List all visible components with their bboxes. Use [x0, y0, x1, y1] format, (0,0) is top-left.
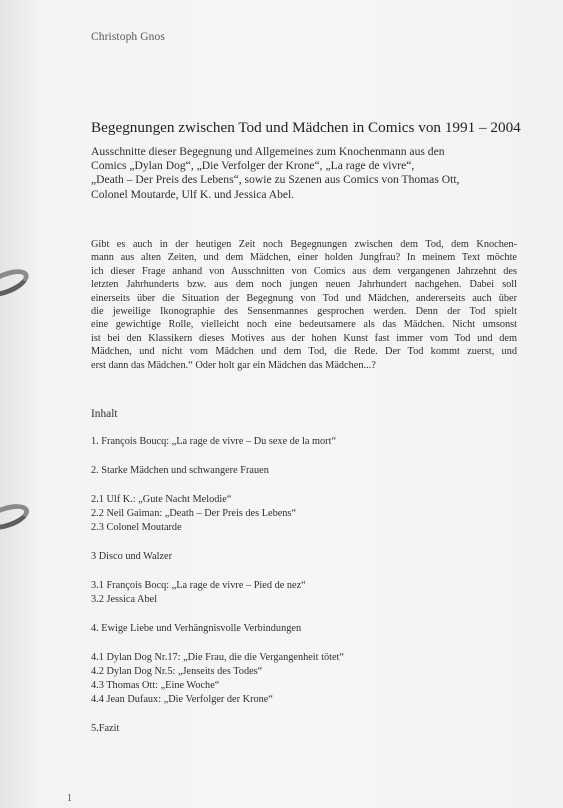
subtitle-line: „Death – Der Preis des Lebens“, sowie zu Szenen aus Comics von Thomas Ott,: [91, 173, 460, 187]
body-line: mann aus alten Zeiten, und dem Mädchen, einer holden Jungfrau? In meinem Text möchte: [91, 252, 517, 264]
body-line: letzten Jahrhunderts bzw. aus dem noch jungen neuen Jahrhundert nachgehen. Dabei soll: [91, 279, 517, 291]
body-line: eine gewichtige Rolle, vielleicht noch eine bedeutsamere als das Mädchen. Nicht umsonst: [91, 319, 517, 331]
toc-item: 4.4 Jean Dufaux: „Die Verfolger der Krone“: [91, 694, 273, 705]
subtitle-line: Comics „Dylan Dog“, „Die Verfolger der Krone“, „La rage de vivre“,: [91, 159, 415, 173]
toc-item: 1. François Boucq: „La rage de vivre – Du sexe de la mort“: [91, 436, 337, 447]
toc-heading: Inhalt: [91, 408, 118, 420]
page-number: 1: [67, 793, 72, 804]
body-line: Gibt es auch in der heutigen Zeit noch Begegnungen zwischen dem Tod, dem Knochen-: [91, 239, 517, 250]
document-subtitle: [91, 145, 521, 202]
body-line: einerseits über die Situation der Begegnung von Tod und Mädchen, andererseits auch über: [91, 292, 517, 304]
toc-item: 3 Disco und Walzer: [91, 551, 173, 562]
toc-item: 5.Fazit: [91, 723, 120, 734]
toc-item: 4.1 Dylan Dog Nr.17: „Die Frau, die die Vergangenheit tötet“: [91, 652, 344, 663]
toc-item: 2.2 Neil Gaiman: „Death – Der Preis des Lebens“: [91, 508, 297, 519]
body-line: ich dieser Frage anhand von Ausschnitten von Comics aus dem vergangenen Jahrzehnt des: [91, 265, 517, 277]
body-line: Mädchen, und nicht vom Mädchen und dem Tod, die Rede. Der Tod kommt zuerst, und: [91, 346, 517, 358]
toc-item: 4. Ewige Liebe und Verhängnisvolle Verbindungen: [91, 623, 302, 634]
toc-item: 3.1 François Bocq: „La rage de vivre – Pied de nez“: [91, 580, 306, 591]
toc-item: 4.2 Dylan Dog Nr.5: „Jenseits des Todes“: [91, 666, 263, 677]
toc-item: 2.3 Colonel Moutarde: [91, 522, 182, 533]
body-line: die jeweilige Ikonographie des Sensenmannes gesprochen werden. Denn der Tod spielt: [91, 306, 517, 318]
binder-ring-top: [0, 264, 32, 302]
toc-item: 3.2 Jessica Abel: [91, 594, 158, 605]
subtitle-line: Colonel Moutarde, Ulf K. und Jessica Abel.: [91, 187, 295, 201]
author-name: Christoph Gnos: [91, 31, 165, 43]
toc-item: 4.3 Thomas Ott: „Eine Woche“: [91, 680, 220, 691]
binder-ring-bottom: [0, 499, 32, 535]
body-line: ist bei den Klassikern dieses Motives aus der hohen Kunst fast immer vom Tod und dem: [91, 332, 517, 344]
body-line: erst dann das Mädchen.“ Oder holt gar ein Mädchen das Mädchen...?: [91, 359, 376, 371]
subtitle-line: Ausschnitte dieser Begegnung und Allgemeines zum Knochenmann aus den: [91, 145, 445, 158]
toc-item: 2.1 Ulf K.: „Gute Nacht Melodie“: [91, 494, 232, 505]
document-title: Begegnungen zwischen Tod und Mädchen in Comics von 1991 – 2004: [91, 119, 521, 136]
toc-item: 2. Starke Mädchen und schwangere Frauen: [91, 465, 269, 476]
intro-paragraph: [91, 238, 517, 372]
